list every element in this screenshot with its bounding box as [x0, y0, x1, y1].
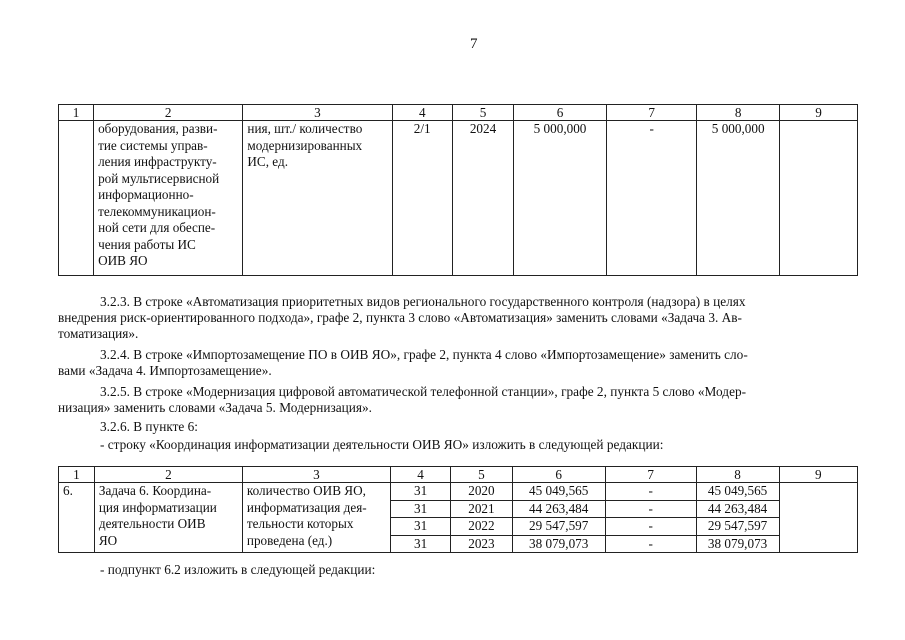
header-cell: 7: [607, 105, 697, 121]
table-cell: 29 547,597: [696, 518, 779, 536]
table-cell: [780, 121, 858, 276]
table-cell: -: [605, 535, 696, 553]
table-cell-description: [94, 121, 243, 276]
cell-line: тельности которых: [246, 516, 354, 531]
paragraph-3-2-4: [100, 347, 748, 363]
table-cell: 31: [390, 500, 450, 518]
text-line: - строку «Координация информатизации деятельности ОИВ ЯО» изложить в следующей редакции:: [100, 437, 664, 452]
text-line: низация» заменить словами «Задача 5. Модернизация».: [58, 400, 372, 415]
cell-line: ной сети для обеспе-: [98, 220, 216, 235]
cell-line: информационно-: [98, 187, 194, 202]
table-cell: 2020: [451, 483, 512, 501]
header-cell: 7: [605, 467, 696, 483]
header-cell: 1: [59, 105, 94, 121]
table-cell: [59, 121, 94, 276]
paragraph-3-2-6: [100, 419, 198, 435]
paragraph-3-2-3: [100, 294, 746, 310]
table-cell-task: [94, 483, 242, 553]
table-cell: 2022: [451, 518, 512, 536]
table-cell: 45 049,565: [512, 483, 605, 501]
table-cell: 45 049,565: [696, 483, 779, 501]
header-cell: 9: [779, 467, 857, 483]
cell-line: деятельности ОИВ: [98, 516, 206, 531]
cell-line: рой мультисервисной: [98, 170, 220, 186]
table-cell: 2/1: [392, 121, 452, 276]
text-line: 3.2.6. В пункте 6:: [100, 419, 198, 434]
row-number: 6.: [59, 483, 95, 553]
table-row: [59, 121, 858, 276]
header-cell: 2: [94, 467, 242, 483]
text-line: томатизация».: [58, 326, 139, 341]
cell-line: ция информатизации: [98, 499, 217, 515]
table-cell: 5 000,000: [697, 121, 780, 276]
text-line: 3.2.5. В строке «Модернизация цифровой автоматической телефонной станции», графе 2, пункта 5 слово «Модер-: [100, 384, 747, 399]
table-cell: 29 547,597: [512, 518, 605, 536]
table-cell: 38 079,073: [512, 535, 605, 553]
table-cell: [779, 483, 857, 553]
paragraph-3-2-3-line2: [58, 310, 742, 326]
table-cell: 2024: [452, 121, 513, 276]
header-cell: 5: [451, 467, 512, 483]
table-cell: -: [605, 518, 696, 536]
table-cell: 44 263,484: [512, 500, 605, 518]
table-1: [58, 104, 858, 276]
header-cell: 4: [390, 467, 450, 483]
table-2: [58, 466, 858, 553]
cell-line: ления инфраструкту-: [98, 154, 217, 169]
cell-line: ОИВ ЯО: [98, 253, 148, 268]
header-cell: 6: [512, 467, 605, 483]
header-cell: 1: [59, 467, 95, 483]
cell-line: количество ОИВ ЯО,: [246, 483, 366, 498]
table-cell: 2021: [451, 500, 512, 518]
table-cell: 31: [390, 518, 450, 536]
table-cell: 38 079,073: [696, 535, 779, 553]
header-cell: 8: [697, 105, 780, 121]
header-cell: 3: [243, 105, 392, 121]
table-cell: 5 000,000: [514, 121, 607, 276]
page-number: 7: [470, 36, 478, 52]
paragraph-3-2-5: [100, 384, 746, 400]
cell-line: тие системы управ-: [98, 137, 208, 153]
table-cell-indicator: [242, 483, 390, 553]
header-cell: 2: [94, 105, 243, 121]
table-cell: 31: [390, 483, 450, 501]
paragraph-3-2-4-line2: [58, 363, 272, 379]
cell-line: телекоммуникацион-: [98, 203, 216, 219]
header-cell: 9: [780, 105, 858, 121]
footer-instruction: - подпункт 6.2 изложить в следующей редакции:: [100, 562, 376, 577]
table-cell-indicator: [243, 121, 392, 276]
text-line: 3.2.4. В строке «Импортозамещение ПО в ОИВ ЯО», графе 2, пункта 4 слово «Импортозамещение» заменить сло-: [100, 347, 748, 362]
table-cell: -: [605, 483, 696, 501]
cell-line: ЯО: [98, 532, 118, 548]
cell-line: информатизация дея-: [246, 499, 367, 515]
cell-line: чения работы ИС: [98, 236, 196, 252]
paragraph-instruction: [100, 437, 663, 453]
header-cell: 5: [452, 105, 513, 121]
cell-line: Задача 6. Координа-: [98, 483, 212, 498]
cell-line: проведена (ед.): [246, 532, 333, 548]
header-cell: 6: [514, 105, 607, 121]
table-header-row: [59, 105, 858, 121]
header-cell: 4: [392, 105, 452, 121]
cell-line: ния, шт./ количество: [247, 121, 363, 136]
table-cell: 31: [390, 535, 450, 553]
table-cell: 2023: [451, 535, 512, 553]
cell-line: ИС, ед.: [247, 154, 288, 169]
table-row: [59, 483, 858, 501]
text-line: вами «Задача 4. Импортозамещение».: [58, 363, 272, 378]
header-cell: 3: [242, 467, 390, 483]
cell-line: модернизированных: [247, 137, 363, 153]
header-cell: 8: [696, 467, 779, 483]
paragraph-3-2-3-line3: [58, 326, 138, 342]
table-cell: -: [607, 121, 697, 276]
table-cell: 44 263,484: [696, 500, 779, 518]
text-line: внедрения риск-ориентированного подхода», графе 2, пункта 3 слово «Автоматизация» заменить словами «Задача 3. Ав-: [58, 310, 742, 325]
table-cell: -: [605, 500, 696, 518]
text-line: 3.2.3. В строке «Автоматизация приоритетных видов регионального государственного контроля (надзора) в целях: [100, 294, 746, 309]
table-header-row: [59, 467, 858, 483]
cell-line: оборудования, разви-: [98, 121, 218, 136]
paragraph-3-2-5-line2: [58, 400, 372, 416]
